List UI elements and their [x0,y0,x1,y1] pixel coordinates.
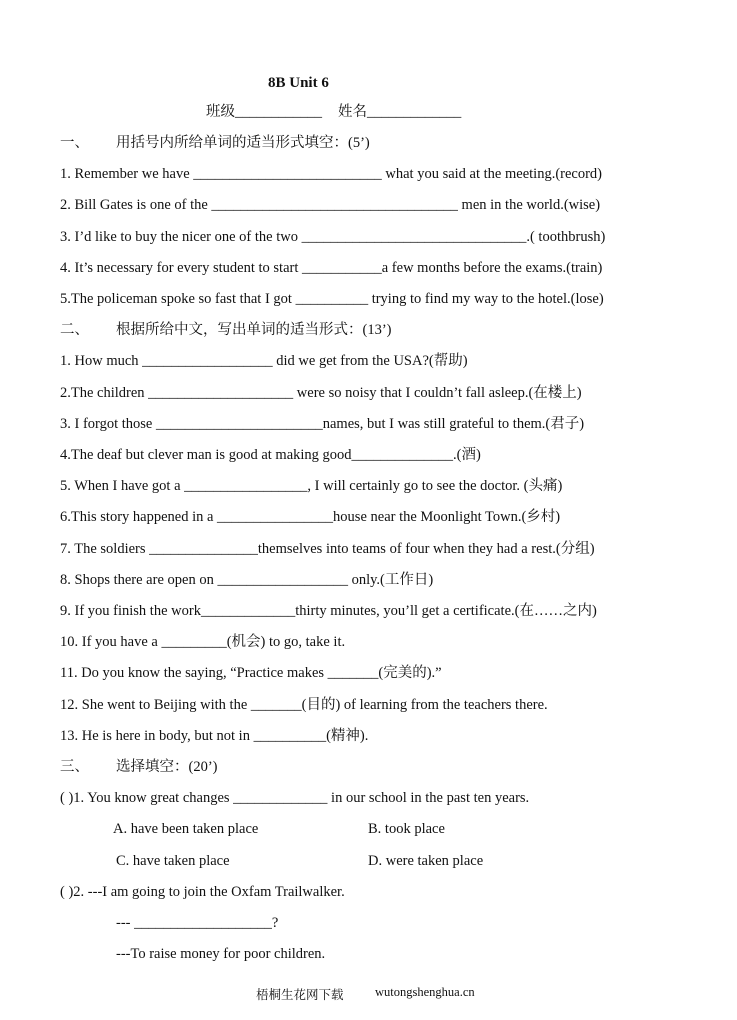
section-2-heading: 二、 根据所给中文，写出单词的适当形式：(13’) [60,322,392,338]
q2-dialogue-line-2: --- ___________________? [116,915,279,931]
part2-question-10: 10. If you have a _________(机会) to go, take it. [60,634,346,650]
part3-question-1-stem: ( )1. You know great changes _____________ in our school in the past ten years. [60,790,530,806]
section-1-heading: 一、 用括号内所给单词的适当形式填空：(5’) [60,135,370,151]
part2-question-1: 1. How much __________________ did we get from the USA?(帮助) [60,353,468,369]
footer-site-url: wutongshenghua.cn [375,985,475,999]
part2-question-4: 4.The deaf but clever man is good at making good______________.(酒) [60,447,481,463]
part1-question-1: 1. Remember we have __________________________ what you said at the meeting.(record) [60,166,603,182]
part2-question-3: 3. I forgot those _______________________names, but I was still grateful to them.(君子) [60,416,585,432]
q1-option-a: A. have been taken place [113,821,259,837]
section-3-heading: 三、 选择填空：(20’) [60,759,218,775]
footer-site-name: 梧桐生花网下载 [256,988,344,1002]
class-name-line [206,103,461,121]
part2-question-7: 7. The soldiers _______________themselves into teams of four when they had a rest.(分组) [60,541,595,557]
part2-question-2: 2.The children ____________________ were so noisy that I couldn’t fall asleep.(在楼上) [60,385,582,401]
q1-option-d: D. were taken place [368,853,484,869]
page-title: 8B Unit 6 [268,75,329,91]
q2-dialogue-line-3: ---To raise money for poor children. [116,946,326,962]
q1-option-c: C. have taken place [116,853,230,869]
part1-question-4: 4. It’s necessary for every student to start ___________a few months before the exams.(train) [60,260,603,276]
part2-question-13: 13. He is here in body, but not in __________(精神). [60,728,369,744]
part2-question-11: 11. Do you know the saying, “Practice makes _______(完美的).” [60,665,442,681]
part1-question-5: 5.The policeman spoke so fast that I got __________ trying to find my way to the hotel.(lose) [60,291,604,307]
part2-question-12: 12. She went to Beijing with the _______(目的) of learning from the teachers there. [60,697,548,713]
class-label: 班级____________ [206,104,322,120]
part1-question-2: 2. Bill Gates is one of the __________________________________ men in the world.(wise) [60,197,601,213]
part1-question-3: 3. I’d like to buy the nicer one of the two _______________________________.( toothbrush) [60,229,606,245]
q1-option-b: B. took place [368,821,445,837]
part2-question-5: 5. When I have got a _________________, I will certainly go to see the doctor. (头痛) [60,478,563,494]
part2-question-8: 8. Shops there are open on __________________ only.(工作日) [60,572,434,588]
name-label: 姓名_____________ [338,104,462,120]
part3-question-2-stem: ( )2. ---I am going to join the Oxfam Trailwalker. [60,884,345,900]
part2-question-9: 9. If you finish the work_____________thirty minutes, you’ll get a certificate.(在……之内) [60,603,597,619]
part2-question-6: 6.This story happened in a ________________house near the Moonlight Town.(乡村) [60,509,561,525]
